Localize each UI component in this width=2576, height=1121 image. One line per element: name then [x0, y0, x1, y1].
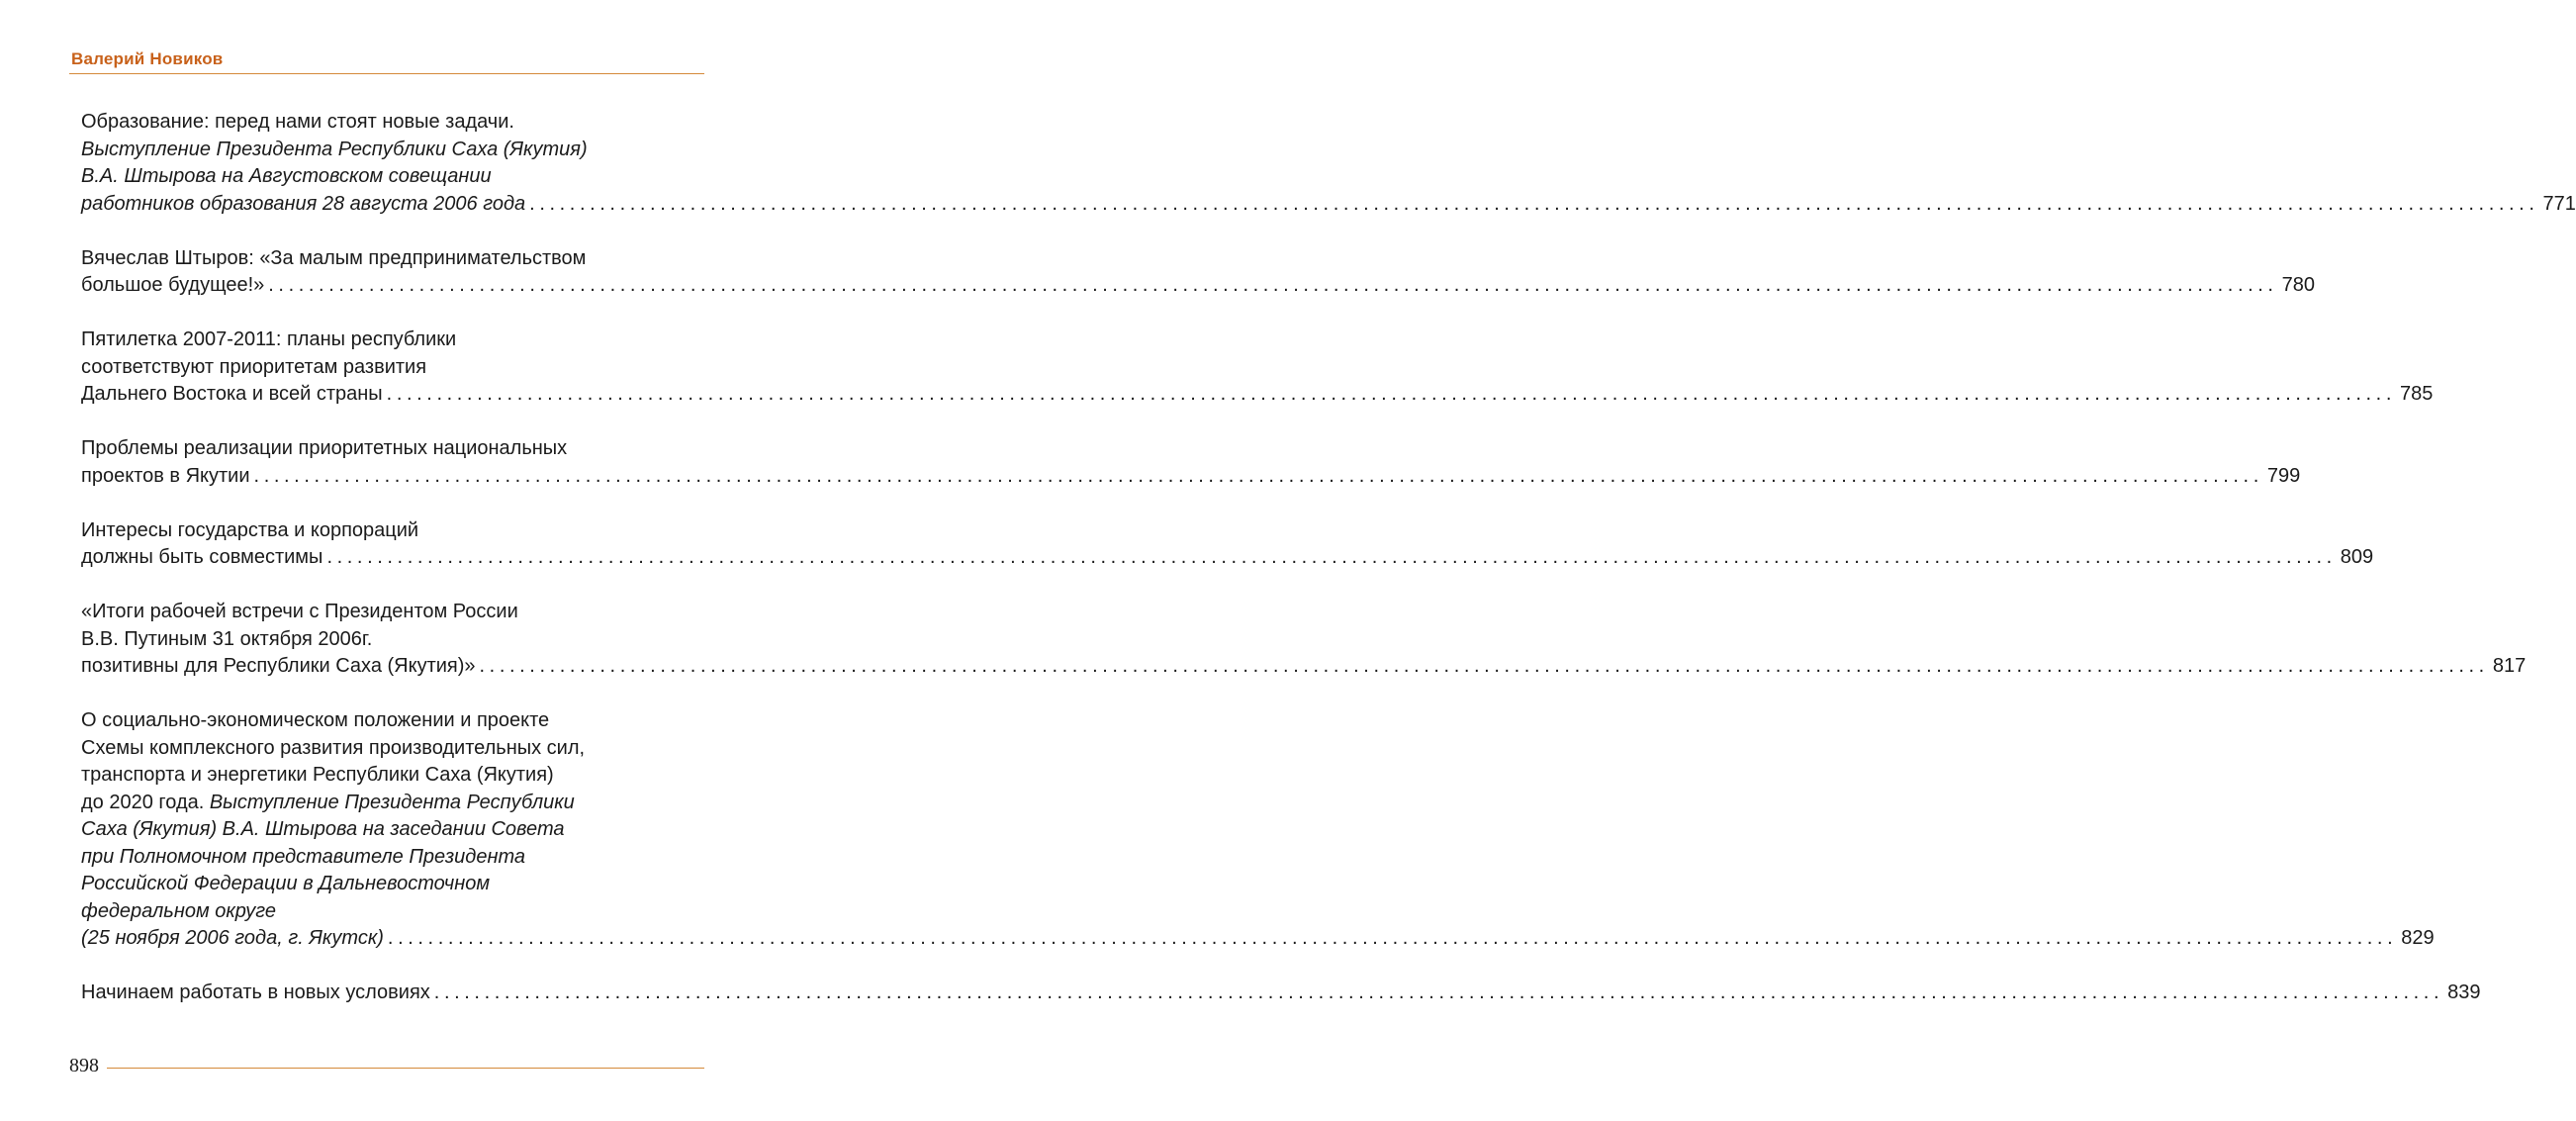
toc-entry-line	[81, 871, 704, 898]
toc-entry	[81, 245, 2315, 300]
toc-page-number: 829	[2401, 927, 2435, 949]
toc-page-number: 799	[2266, 464, 2301, 487]
toc-entry	[81, 435, 2301, 490]
toc-entry-text: соответствуют приоритетам развития	[81, 355, 427, 378]
dot-leader: ........................................................................................................................................................................................................	[529, 192, 2539, 215]
toc-entry-last-line	[81, 272, 2315, 300]
toc-entry-text: Образование: перед нами стоят новые задачи.	[81, 111, 514, 133]
toc-entry-line	[81, 898, 704, 926]
toc-entry-text: должны быть совместимы	[81, 546, 323, 568]
toc-entry-last-line	[81, 544, 2374, 572]
page-number: 898	[69, 1055, 99, 1076]
dot-leader: ........................................................................................................................................................................................................	[387, 927, 2398, 949]
toc-entry	[81, 517, 2374, 572]
toc-entry-last-line	[81, 191, 2576, 219]
toc-entry-line	[81, 109, 704, 137]
toc-page-number: 771	[2542, 192, 2576, 215]
toc-page-number: 780	[2281, 274, 2315, 296]
toc-entry-text: при Полномочном представителе Президента	[81, 845, 526, 868]
toc-entry-text: Схемы комплексного развития производительных сил,	[81, 736, 586, 759]
toc-entry-line	[81, 762, 704, 790]
footer-rule	[107, 1068, 704, 1069]
toc-entry	[81, 599, 2527, 681]
toc-entry-text: большое будущее!»	[81, 274, 265, 296]
toc-entry-last-line	[81, 980, 2481, 1007]
toc-entry-line	[81, 844, 704, 872]
dot-leader: ........................................................................................................................................................................................................	[386, 383, 2396, 405]
toc-entry-line	[81, 517, 704, 545]
toc-entry-text: Выступление Президента Республики	[209, 791, 575, 813]
toc-entry-line	[81, 816, 704, 844]
toc-entry-text: В.А. Штырова на Августовском совещании	[81, 165, 492, 187]
toc-entry-text: позитивны для Республики Саха (Якутия)»	[81, 655, 476, 677]
toc-entry-line	[81, 327, 704, 354]
toc-entry-text: «Итоги рабочей встречи с Президентом России	[81, 601, 518, 622]
toc-entry-line	[81, 354, 704, 382]
toc-entry-line	[81, 599, 704, 626]
dot-leader: ........................................................................................................................................................................................................	[326, 546, 2337, 568]
table-of-contents	[81, 109, 2576, 1034]
toc-entry-line	[81, 790, 704, 817]
toc-entry-last-line	[81, 381, 2434, 409]
toc-entry-line	[81, 707, 704, 735]
toc-entry	[81, 327, 2434, 409]
toc-entry-last-line	[81, 463, 2301, 491]
toc-entry-text: федеральном округе	[81, 899, 277, 922]
toc-page-number: 809	[2340, 546, 2374, 568]
dot-leader: ........................................................................................................................................................................................................	[253, 464, 2263, 487]
page-footer	[69, 1055, 704, 1077]
toc-page-number: 817	[2492, 655, 2527, 677]
dot-leader: ........................................................................................................................................................................................................	[479, 655, 2489, 677]
toc-entry-text: Выступление Президента Республики Саха (Якутия)	[81, 138, 588, 160]
toc-page-number: 785	[2400, 383, 2434, 405]
toc-entry-line	[81, 735, 704, 763]
toc-entry-text: Начинаем работать в новых условиях	[81, 981, 430, 1003]
toc-entry-text: Интересы государства и корпораций	[81, 518, 419, 541]
toc-entry-line	[81, 245, 704, 273]
toc-entry-line	[81, 163, 704, 191]
header-rule	[69, 73, 704, 74]
toc-entry-line	[81, 137, 704, 164]
toc-entry-text: Пятилетка 2007-2011: планы республики	[81, 328, 457, 350]
toc-entry-line	[81, 435, 704, 463]
toc-entry-text: Дальнего Востока и всей страны	[81, 383, 383, 405]
toc-entry-text: работников образования 28 августа 2006 года	[81, 192, 526, 215]
dot-leader: ........................................................................................................................................................................................................	[268, 274, 2278, 296]
toc-entry-text: Саха (Якутия) В.А. Штырова на заседании Совета	[81, 818, 565, 840]
toc-entry-text: Проблемы реализации приоритетных национальных	[81, 437, 568, 459]
dot-leader: ........................................................................................................................................................................................................	[433, 981, 2444, 1003]
toc-entry	[81, 707, 2435, 953]
toc-entry-line	[81, 626, 704, 654]
toc-entry-text: О социально-экономическом положении и проекте	[81, 709, 550, 731]
toc-entry-text: Российской Федерации в Дальневосточном	[81, 873, 491, 894]
toc-entry	[81, 109, 2576, 218]
toc-entry-text: Вячеслав Штыров: «За малым предпринимательством	[81, 246, 587, 269]
running-head: Валерий Новиков	[71, 49, 224, 68]
toc-entry	[81, 980, 2481, 1007]
toc-entry-last-line	[81, 653, 2527, 681]
toc-entry-text: до 2020 года.	[81, 791, 210, 813]
toc-entry-text: (25 ноября 2006 года, г. Якутск)	[81, 927, 384, 949]
toc-entry-last-line	[81, 925, 2435, 953]
toc-entry-text: В.В. Путиным 31 октября 2006г.	[81, 627, 373, 650]
toc-entry-text: проектов в Якутии	[81, 464, 250, 487]
toc-page-number: 839	[2447, 981, 2481, 1003]
toc-entry-text: транспорта и энергетики Республики Саха (Якутия)	[81, 764, 554, 786]
